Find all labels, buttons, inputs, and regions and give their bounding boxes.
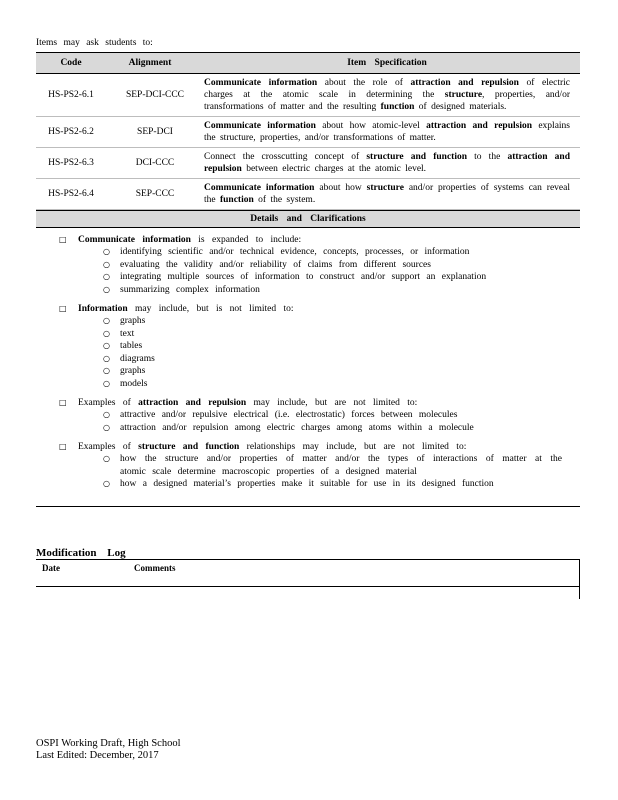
list-item-text: how a designed material’s properties make it suitable for use in its designed function bbox=[120, 479, 494, 489]
circle-bullet-icon: ○ bbox=[103, 410, 110, 419]
text-run: may include, but is not limited to: bbox=[127, 304, 294, 314]
text-run: Examples of bbox=[78, 398, 139, 408]
bold-term: Communicate information bbox=[204, 121, 316, 131]
text-run: about the role of bbox=[317, 78, 411, 88]
text-run: , properties, and/or transformations of matter and the resulting bbox=[204, 90, 570, 112]
bold-term: structure bbox=[444, 90, 483, 100]
text-run: Connect the crosscutting concept of bbox=[204, 152, 367, 162]
list-item-text: summarizing complex information bbox=[120, 284, 260, 295]
list-item bbox=[103, 271, 562, 284]
list-item-text: how the structure and/or properties of matter and/or the types of interactions of matter at the atomic scale determine macroscopic properties of a designed material bbox=[120, 454, 562, 477]
details-body bbox=[36, 228, 580, 507]
bold-term: attraction and repulsion bbox=[410, 78, 519, 88]
circle-bullet-icon: ○ bbox=[103, 316, 110, 325]
bold-term: Information bbox=[78, 304, 128, 314]
row-code: HS-PS2-6.4 bbox=[48, 189, 94, 199]
bold-term: attraction and repulsion bbox=[138, 398, 247, 408]
row-specification bbox=[204, 117, 580, 147]
header-code: Code bbox=[60, 58, 82, 68]
list-item-text: graphs bbox=[120, 366, 146, 376]
row-specification bbox=[204, 74, 580, 116]
details-sub-list bbox=[36, 246, 580, 296]
table-row bbox=[36, 74, 580, 117]
details-sub-list bbox=[36, 453, 580, 491]
list-item bbox=[103, 378, 562, 391]
text-run: about how bbox=[314, 183, 367, 193]
text-run: about how atomic-level bbox=[315, 121, 427, 131]
bold-term: structure bbox=[366, 183, 404, 193]
details-block bbox=[36, 441, 580, 491]
bold-term: attraction and repulsion bbox=[426, 121, 533, 131]
details-block-title bbox=[36, 303, 580, 315]
details-block-title bbox=[36, 234, 580, 246]
header-item-specification: Item Specification bbox=[347, 58, 427, 68]
row-code: HS-PS2-6.2 bbox=[48, 127, 94, 137]
text-run: relationships may include, but are not limited to: bbox=[239, 442, 467, 452]
text-run: between electric charges at the atomic level. bbox=[241, 164, 427, 174]
intro-text: Items may ask students to: bbox=[36, 38, 153, 48]
list-item bbox=[103, 353, 562, 366]
header-alignment: Alignment bbox=[128, 58, 172, 68]
text-run: of designed materials. bbox=[414, 102, 507, 112]
text-run: Examples of bbox=[78, 442, 139, 452]
text-run: and/or properties of systems can reveal the bbox=[204, 183, 570, 205]
details-block bbox=[36, 303, 580, 390]
bold-term: Communicate information bbox=[78, 235, 191, 245]
row-alignment: SEP-DCI bbox=[137, 127, 173, 137]
list-item-text: text bbox=[120, 328, 135, 339]
circle-bullet-icon: ○ bbox=[103, 378, 110, 388]
list-item-text: diagrams bbox=[120, 353, 155, 364]
list-item bbox=[103, 365, 562, 378]
circle-bullet-icon: ○ bbox=[103, 479, 110, 488]
modification-log-table bbox=[36, 559, 580, 599]
text-run: of the system. bbox=[253, 195, 316, 205]
list-item-text: identifying scientific and/or technical evidence, concepts, processes, or information bbox=[120, 247, 470, 257]
circle-bullet-icon: ○ bbox=[103, 422, 110, 432]
bold-term: Communicate information bbox=[204, 78, 318, 88]
list-item bbox=[103, 315, 562, 328]
modification-log-title: Modification Log bbox=[36, 547, 126, 559]
circle-bullet-icon: ○ bbox=[103, 328, 110, 338]
list-item-text: models bbox=[120, 378, 148, 389]
list-item-text: integrating multiple sources of information to construct and/or support an explanation bbox=[120, 272, 487, 282]
text-run: may include, but are not limited to: bbox=[246, 398, 418, 408]
details-header: Details and Clarifications bbox=[36, 210, 580, 228]
spec-table-body bbox=[36, 74, 580, 210]
bold-term: structure and function bbox=[138, 442, 240, 452]
list-item-text: tables bbox=[120, 341, 143, 351]
bold-term: function bbox=[219, 195, 254, 205]
list-item bbox=[103, 422, 562, 435]
list-item bbox=[103, 328, 562, 341]
bold-term: attraction and repulsion bbox=[204, 152, 570, 174]
square-bullet-icon: □ bbox=[59, 304, 67, 313]
details-block-title bbox=[36, 397, 580, 409]
circle-bullet-icon: ○ bbox=[103, 272, 110, 281]
row-specification bbox=[204, 179, 580, 209]
footer-line-2: Last Edited: December, 2017 bbox=[36, 750, 159, 761]
row-alignment: DCI-CCC bbox=[135, 158, 175, 168]
list-item bbox=[103, 340, 562, 353]
list-item bbox=[103, 284, 562, 297]
square-bullet-icon: □ bbox=[59, 442, 67, 451]
bold-term: function bbox=[380, 102, 415, 112]
spec-table-header bbox=[36, 52, 580, 74]
table-row bbox=[36, 179, 580, 210]
table-right-border bbox=[579, 559, 580, 599]
row-code: HS-PS2-6.3 bbox=[48, 158, 94, 168]
list-item bbox=[103, 409, 562, 422]
details-sub-list bbox=[36, 315, 580, 390]
col-date: Date bbox=[42, 563, 60, 573]
list-item-text: evaluating the validity and/or reliability of claims from different sources bbox=[120, 259, 431, 270]
list-item bbox=[103, 453, 562, 478]
circle-bullet-icon: ○ bbox=[103, 353, 110, 363]
list-item bbox=[103, 246, 562, 259]
list-item-text: attractive and/or repulsive electrical (i.e. electrostatic) forces between molecules bbox=[120, 410, 458, 420]
row-alignment: SEP-CCC bbox=[135, 189, 175, 199]
details-sub-list bbox=[36, 409, 580, 434]
circle-bullet-icon: ○ bbox=[103, 341, 110, 350]
list-item bbox=[103, 259, 562, 272]
text-run: of electric charges at the atomic scale in determining the bbox=[204, 78, 570, 100]
circle-bullet-icon: ○ bbox=[103, 454, 110, 463]
text-run: to the bbox=[467, 152, 508, 162]
text-run: is expanded to include: bbox=[190, 235, 302, 245]
list-item bbox=[103, 478, 562, 491]
text-run: explains the structure, properties, and/or transformations of matter. bbox=[204, 121, 570, 143]
square-bullet-icon: □ bbox=[59, 398, 67, 407]
list-item-text: graphs bbox=[120, 316, 146, 326]
row-specification bbox=[204, 148, 580, 178]
circle-bullet-icon: ○ bbox=[103, 259, 110, 269]
square-bullet-icon: □ bbox=[59, 235, 67, 244]
circle-bullet-icon: ○ bbox=[103, 247, 110, 256]
footer-line-1: OSPI Working Draft, High School bbox=[36, 738, 181, 749]
modification-log-header bbox=[36, 559, 580, 587]
bold-term: structure and function bbox=[366, 152, 468, 162]
table-row bbox=[36, 148, 580, 179]
footer bbox=[36, 738, 181, 762]
bold-term: Communicate information bbox=[204, 183, 315, 193]
circle-bullet-icon: ○ bbox=[103, 284, 110, 294]
details-block-title bbox=[36, 441, 580, 453]
circle-bullet-icon: ○ bbox=[103, 366, 110, 375]
list-item-text: attraction and/or repulsion among electric charges among atoms within a molecule bbox=[120, 422, 474, 433]
row-alignment: SEP-DCI-CCC bbox=[125, 90, 185, 100]
table-row bbox=[36, 117, 580, 148]
col-comments: Comments bbox=[134, 563, 176, 573]
details-block bbox=[36, 234, 580, 296]
row-code: HS-PS2-6.1 bbox=[48, 90, 94, 100]
details-block bbox=[36, 397, 580, 434]
item-specification-table bbox=[36, 52, 580, 507]
